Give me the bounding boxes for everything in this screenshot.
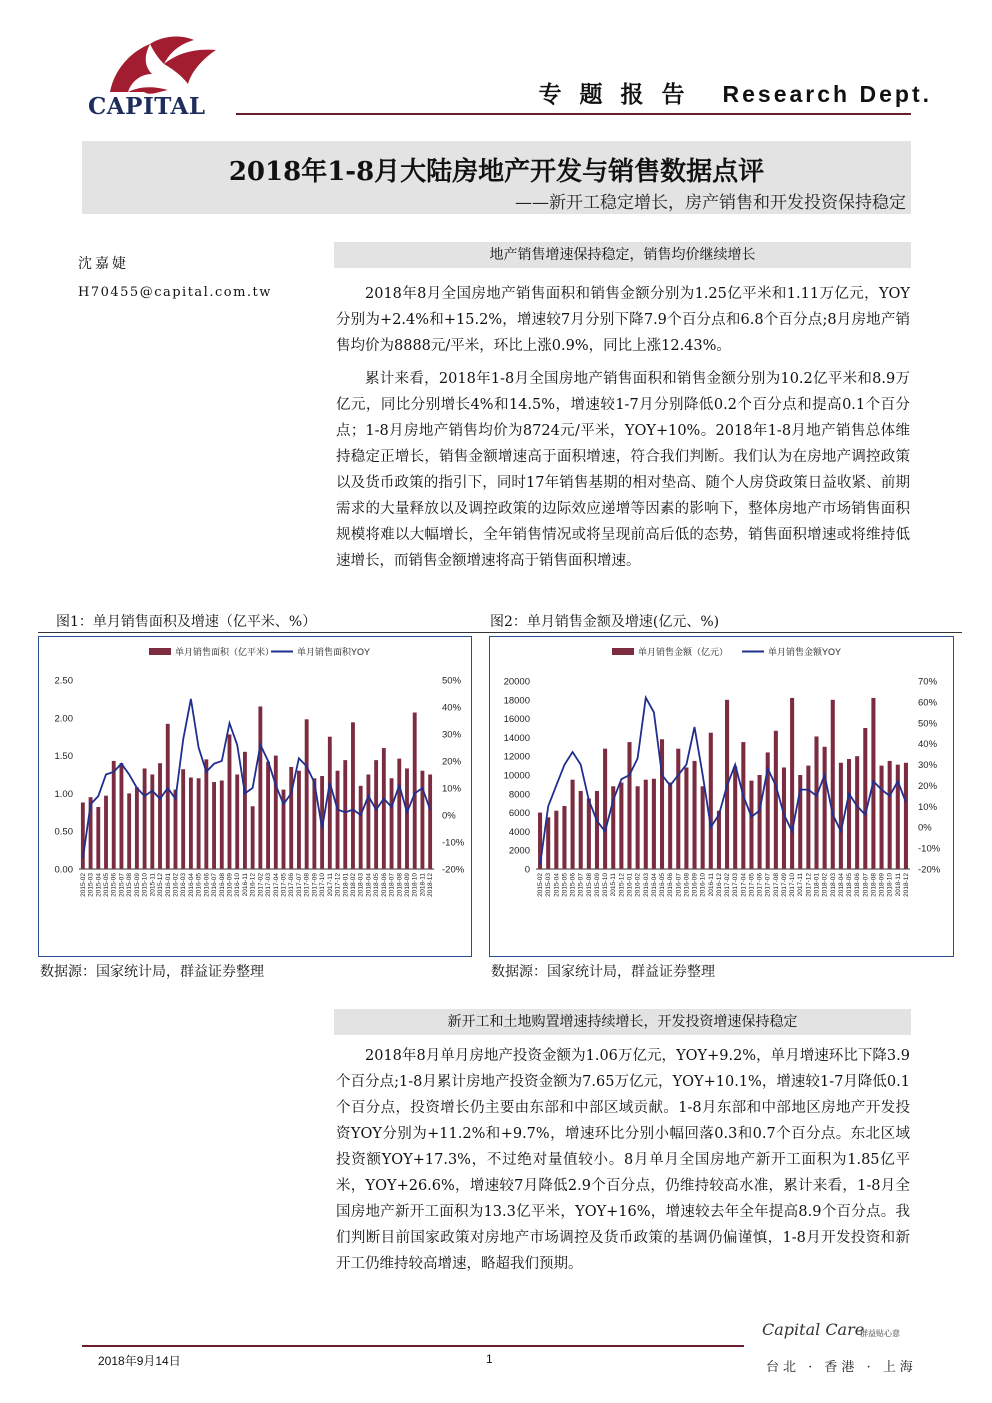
- section1-heading: 地产销售增速保持稳定，销售均价继续增长: [334, 242, 911, 268]
- bar: [220, 781, 224, 869]
- bar: [351, 722, 355, 869]
- bar: [297, 771, 301, 869]
- figure2-chart: [490, 637, 953, 956]
- left-axis-tick: 2.50: [54, 675, 73, 687]
- figure2-chart-frame: [489, 636, 954, 957]
- bar: [636, 786, 640, 869]
- x-axis-tick: 2016-12: [249, 873, 257, 897]
- x-axis-tick: 2017-02: [724, 873, 732, 897]
- bar: [587, 799, 591, 870]
- x-axis-tick: 2017-03: [265, 873, 273, 897]
- x-axis-tick: 2017-08: [303, 873, 311, 897]
- x-axis-tick: 2016-06: [667, 873, 675, 897]
- bar: [806, 766, 810, 869]
- left-axis-tick: 1.50: [54, 751, 73, 763]
- x-axis-tick: 2015-07: [118, 873, 126, 897]
- x-axis-tick: 2015-04: [95, 873, 103, 897]
- x-axis-tick: 2016-09: [691, 873, 699, 897]
- x-axis-tick: 2016-08: [218, 873, 226, 897]
- x-axis-tick: 2018-09: [403, 873, 411, 897]
- x-axis-tick: 2017-07: [295, 873, 303, 897]
- section1-paragraph-1: 2018年8月全国房地产销售面积和销售金额分别为1.25亿平米和1.11万亿元，YOY分别为+2.4%和+15.2%，增速较7月分别下降7.9个百分点和6.8个百分点;8月房地产销售均价为8888元/平米，环比上涨0.9%，同比上涨12.43%。: [336, 286, 910, 354]
- x-axis-tick: 2016-10: [699, 873, 707, 897]
- footer-brand: Capital Care: [762, 1320, 865, 1339]
- bar: [823, 747, 827, 869]
- footer-date: 2018年9月14日: [98, 1354, 181, 1368]
- bar: [397, 759, 401, 869]
- x-axis-tick: 2018-11: [894, 873, 902, 897]
- x-axis-tick: 2018-05: [373, 873, 381, 897]
- x-axis-tick: 2016-01: [626, 873, 634, 897]
- x-axis-tick: 2017-10: [789, 873, 797, 897]
- x-axis-tick: 2018-04: [365, 873, 373, 897]
- figure2-caption: 图2：单月销售金额及增速(亿元、%): [490, 614, 720, 630]
- right-axis-tick: 70%: [918, 676, 938, 688]
- x-axis-tick: 2016-04: [650, 873, 658, 897]
- x-axis-tick: 2018-06: [854, 873, 862, 897]
- report-subtitle: ——新开工稳定增长，房产销售和开发投资保持稳定: [515, 193, 906, 213]
- bar: [120, 763, 124, 869]
- bar: [212, 782, 216, 869]
- x-axis-tick: 2017-09: [311, 873, 319, 897]
- bar: [579, 791, 583, 869]
- x-axis-tick: 2015-07: [577, 873, 585, 897]
- bar: [258, 706, 262, 869]
- section1-paragraph-2: 累计来看，2018年1-8月全国房地产销售面积和销售金额分别为10.2亿平米和8.9万亿元，同比分别增长4%和14.5%，增速较1-7月分别降低0.2个百分点和提高0.1个百分点；1-8月房地产销售均价为8724元/平米，YOY+10%。2018年1-8月地产销售总体维持稳定正增长，销售金额增速高于面积增速，符合我们判断。我们认为在房地产调控政策以及货币政策的指引下，同时17年销售基期的相对垫高、随个人房贷政策日益收紧、前期需求的大量释放以及调控政策的边际效应递增等因素的影响下，整体房地产市场销售面积规模将难以大幅增长，全年销售情况或将呈现前高后低的态势，销售面积增速或将维持低速增长，而销售金额增速将高于销售面积增速。: [336, 371, 910, 569]
- bar: [181, 769, 185, 869]
- bar: [554, 811, 558, 869]
- left-axis-tick: 0.00: [54, 864, 73, 876]
- x-axis-tick: 2016-04: [187, 873, 195, 897]
- x-axis-tick: 2017-12: [805, 873, 813, 897]
- bar: [420, 771, 424, 869]
- x-axis-tick: 2016-11: [707, 873, 715, 897]
- bar: [741, 742, 745, 869]
- bar: [790, 698, 794, 869]
- bar: [880, 766, 884, 869]
- bar: [814, 736, 818, 869]
- x-axis-tick: 2018-04: [837, 873, 845, 897]
- x-axis-tick: 2018-08: [870, 873, 878, 897]
- x-axis-tick: 2015-08: [585, 873, 593, 897]
- section2-paragraph-1: 2018年8月单月房地产投资金额为1.06万亿元，YOY+9.2%，单月增速环比下降3.9个百分点;1-8月累计房地产投资金额为7.65万亿元，YOY+10.1%，增速较1-7月降低0.1个百分点，投资增长仍主要由东部和中部区域贡献。1-8月东部和中部地区房地产开发投资YOY分别为+11.2%和+9.7%，增速环比分别小幅回落0.3和0.7个百分点。东北区域投资额YOY+17.3%，不过绝对量值较小。8月单月全国房地产新开工面积为1.85亿平米，YOY+26.6%，增速较7月降低2.9个百分点，仍维持较高水准，累计来看，1-8月全国房地产新开工面积为13.3亿平米，YOY+16%，增速较去年全年提高8.9个百分点。我们判断目前国家政策对房地产市场调控及货币政策的基调仍偏谨慎，1-8月开发投资和新开工仍维持较高增速，略超我们预期。: [336, 1048, 910, 1272]
- x-axis-tick: 2018-12: [427, 873, 435, 897]
- left-axis-tick: 6000: [508, 808, 530, 820]
- x-axis-tick: 2017-11: [326, 873, 334, 897]
- bar: [127, 793, 131, 869]
- figure1-caption: 图1：单月销售面积及增速（亿平米、%）: [56, 614, 317, 630]
- bar: [251, 806, 255, 869]
- x-axis-tick: 2017-07: [764, 873, 772, 897]
- bar: [104, 796, 108, 869]
- right-axis-tick: 50%: [442, 675, 462, 687]
- x-axis-tick: 2016-03: [180, 873, 188, 897]
- right-axis-tick: 40%: [918, 739, 938, 751]
- author-email: H70455@capital.com.tw: [78, 285, 272, 300]
- x-axis-tick: 2015-12: [157, 873, 165, 897]
- x-axis-tick: 2016-07: [675, 873, 683, 897]
- left-axis-tick: 0.50: [54, 826, 73, 838]
- x-axis-tick: 2015-10: [602, 873, 610, 897]
- x-axis-tick: 2015-09: [593, 873, 601, 897]
- bar: [374, 760, 378, 869]
- x-axis-tick: 2017-03: [732, 873, 740, 897]
- figure1-chart: [39, 637, 471, 956]
- bar: [81, 802, 85, 869]
- x-axis-tick: 2015-10: [141, 873, 149, 897]
- x-axis-tick: 2017-10: [319, 873, 327, 897]
- x-axis-tick: 2017-06: [756, 873, 764, 897]
- bar: [562, 806, 566, 869]
- x-axis-tick: 2015-11: [610, 873, 618, 897]
- x-axis-tick: 2018-06: [380, 873, 388, 897]
- figure2-source: 数据源：国家统计局，群益证券整理: [491, 964, 715, 980]
- figure1-chart-frame: [38, 636, 472, 957]
- bar: [652, 779, 656, 869]
- figure1-source: 数据源：国家统计局，群益证券整理: [40, 964, 264, 980]
- bar: [668, 783, 672, 869]
- x-axis-tick: 2018-01: [813, 873, 821, 897]
- bar: [855, 756, 859, 869]
- right-axis-tick: 20%: [918, 780, 938, 792]
- x-axis-tick: 2016-02: [634, 873, 642, 897]
- logo-text: CAPITAL: [88, 93, 206, 120]
- x-axis-tick: 2016-05: [195, 873, 203, 897]
- x-axis-tick: 2015-03: [87, 873, 95, 897]
- bar: [328, 737, 332, 869]
- bar: [684, 767, 688, 869]
- page-number: 1: [486, 1352, 493, 1366]
- x-axis-tick: 2016-09: [226, 873, 234, 897]
- left-axis-tick: 12000: [503, 751, 530, 763]
- bar: [888, 761, 892, 869]
- x-axis-tick: 2015-02: [537, 873, 545, 897]
- bar: [243, 752, 247, 869]
- figure-rule: [38, 632, 962, 633]
- bar: [382, 748, 386, 869]
- x-axis-tick: 2016-08: [683, 873, 691, 897]
- x-axis-tick: 2015-02: [79, 873, 87, 897]
- header-rule: [236, 113, 911, 115]
- footer-brand-cn: 群益贴心意: [860, 1329, 900, 1338]
- bar: [266, 762, 270, 869]
- bar: [571, 780, 575, 869]
- x-axis-tick: 2016-12: [715, 873, 723, 897]
- bar: [197, 778, 201, 869]
- bar: [228, 734, 232, 869]
- right-axis-tick: -10%: [918, 843, 941, 855]
- bar: [709, 733, 713, 869]
- bar: [627, 742, 631, 869]
- bar: [112, 761, 116, 869]
- x-axis-tick: 2017-05: [280, 873, 288, 897]
- footer-cities: 台北 · 香港 · 上海: [766, 1360, 917, 1375]
- bar: [774, 731, 778, 869]
- bar: [863, 728, 867, 869]
- x-axis-tick: 2015-05: [561, 873, 569, 897]
- bar: [150, 775, 154, 870]
- bar: [135, 787, 139, 869]
- x-axis-tick: 2015-04: [553, 873, 561, 897]
- bar: [366, 775, 370, 870]
- left-axis-tick: 10000: [503, 770, 530, 782]
- left-axis-tick: 1.00: [54, 788, 73, 800]
- bar: [174, 790, 178, 869]
- x-axis-tick: 2016-05: [659, 873, 667, 897]
- bar: [904, 763, 908, 869]
- x-axis-tick: 2016-07: [211, 873, 219, 897]
- section2-heading: 新开工和土地购置增速持续增长，开发投资增速保持稳定: [334, 1009, 911, 1035]
- x-axis-tick: 2017-04: [272, 873, 280, 897]
- x-axis-tick: 2018-01: [342, 873, 350, 897]
- x-axis-tick: 2017-05: [748, 873, 756, 897]
- x-axis-tick: 2016-11: [241, 873, 249, 897]
- bar: [847, 759, 851, 869]
- legend-bar-label: 单月销售面积（亿平米）: [175, 647, 275, 657]
- x-axis-tick: 2017-08: [772, 873, 780, 897]
- right-axis-tick: -20%: [442, 864, 465, 876]
- right-axis-tick: 40%: [442, 702, 462, 714]
- x-axis-tick: 2015-03: [545, 873, 553, 897]
- x-axis-tick: 2015-06: [569, 873, 577, 897]
- bar: [189, 778, 193, 869]
- x-axis-tick: 2015-06: [110, 873, 118, 897]
- right-axis-tick: 10%: [918, 801, 938, 813]
- bar: [749, 781, 753, 869]
- author-name: 沈嘉婕: [78, 256, 129, 272]
- legend-line-label: 单月销售金额YOY: [768, 647, 842, 657]
- x-axis-tick: 2016-01: [164, 873, 172, 897]
- x-axis-tick: 2017-06: [288, 873, 296, 897]
- footer-rule: [82, 1345, 744, 1347]
- bar: [166, 724, 170, 869]
- bar: [758, 775, 762, 869]
- x-axis-tick: 2017-11: [797, 873, 805, 897]
- right-axis-tick: -10%: [442, 837, 465, 849]
- right-axis-tick: 50%: [918, 718, 938, 730]
- x-axis-tick: 2017-12: [334, 873, 342, 897]
- left-axis-tick: 20000: [503, 676, 530, 688]
- bar: [831, 700, 835, 869]
- legend-bar-swatch: [149, 648, 171, 655]
- x-axis-tick: 2017-09: [780, 873, 788, 897]
- header-title-en: Research Dept.: [722, 81, 932, 107]
- bar: [701, 786, 705, 869]
- x-axis-tick: 2018-11: [419, 873, 427, 897]
- left-axis-tick: 2000: [508, 845, 530, 857]
- right-axis-tick: 30%: [442, 729, 462, 741]
- bar: [96, 807, 100, 869]
- bar: [158, 763, 162, 869]
- x-axis-tick: 2015-05: [103, 873, 111, 897]
- x-axis-tick: 2018-12: [902, 873, 910, 897]
- x-axis-tick: 2018-02: [821, 873, 829, 897]
- bar: [274, 756, 278, 869]
- left-axis-tick: 14000: [503, 732, 530, 744]
- x-axis-tick: 2018-03: [357, 873, 365, 897]
- x-axis-tick: 2016-03: [642, 873, 650, 897]
- header-title-cn: 专题报告: [538, 81, 703, 107]
- x-axis-tick: 2015-12: [618, 873, 626, 897]
- bar: [305, 719, 309, 869]
- bar: [546, 817, 550, 869]
- bar: [204, 759, 208, 869]
- left-axis-tick: 2.00: [54, 713, 73, 725]
- x-axis-tick: 2015-11: [149, 873, 157, 897]
- x-axis-tick: 2015-09: [133, 873, 141, 897]
- bar: [343, 760, 347, 869]
- x-axis-tick: 2016-06: [203, 873, 211, 897]
- right-axis-tick: 60%: [918, 697, 938, 709]
- bar: [733, 767, 737, 869]
- left-axis-tick: 4000: [508, 826, 530, 838]
- x-axis-tick: 2016-02: [172, 873, 180, 897]
- x-axis-tick: 2018-08: [396, 873, 404, 897]
- bar: [644, 780, 648, 869]
- right-axis-tick: 20%: [442, 756, 462, 768]
- x-axis-tick: 2018-10: [886, 873, 894, 897]
- x-axis-tick: 2016-10: [234, 873, 242, 897]
- left-axis-tick: 0: [524, 864, 530, 876]
- right-axis-tick: 0%: [442, 810, 456, 822]
- right-axis-tick: 0%: [918, 822, 932, 834]
- x-axis-tick: 2018-07: [862, 873, 870, 897]
- left-axis-tick: 16000: [503, 714, 530, 726]
- x-axis-tick: 2017-04: [740, 873, 748, 897]
- bar: [619, 783, 623, 869]
- right-axis-tick: 10%: [442, 783, 462, 795]
- bar: [405, 768, 409, 869]
- x-axis-tick: 2018-07: [388, 873, 396, 897]
- x-axis-tick: 2017-02: [257, 873, 265, 897]
- x-axis-tick: 2018-10: [411, 873, 419, 897]
- bar: [676, 749, 680, 869]
- legend-bar-swatch: [612, 648, 634, 655]
- left-axis-tick: 8000: [508, 789, 530, 801]
- x-axis-tick: 2018-05: [846, 873, 854, 897]
- report-title: 2018年1-8月大陆房地产开发与销售数据点评: [228, 157, 765, 187]
- bar: [289, 767, 293, 869]
- x-axis-tick: 2018-03: [829, 873, 837, 897]
- bar: [603, 749, 607, 869]
- legend-bar-label: 单月销售金额（亿元）: [638, 647, 729, 657]
- legend-line-label: 单月销售面积YOY: [297, 647, 371, 657]
- bar: [717, 811, 721, 869]
- bar: [390, 778, 394, 869]
- x-axis-tick: 2018-09: [878, 873, 886, 897]
- bar: [235, 775, 239, 870]
- bar: [428, 775, 432, 870]
- bar: [336, 771, 340, 869]
- bar: [359, 786, 363, 869]
- right-axis-tick: -20%: [918, 864, 941, 876]
- right-axis-tick: 30%: [918, 760, 938, 772]
- left-axis-tick: 18000: [503, 695, 530, 707]
- bar: [413, 713, 417, 869]
- bar: [143, 768, 147, 869]
- header-title: [539, 76, 932, 109]
- bar: [595, 791, 599, 869]
- x-axis-tick: 2018-02: [349, 873, 357, 897]
- x-axis-tick: 2015-08: [126, 873, 134, 897]
- bar: [693, 761, 697, 869]
- bar: [839, 763, 843, 869]
